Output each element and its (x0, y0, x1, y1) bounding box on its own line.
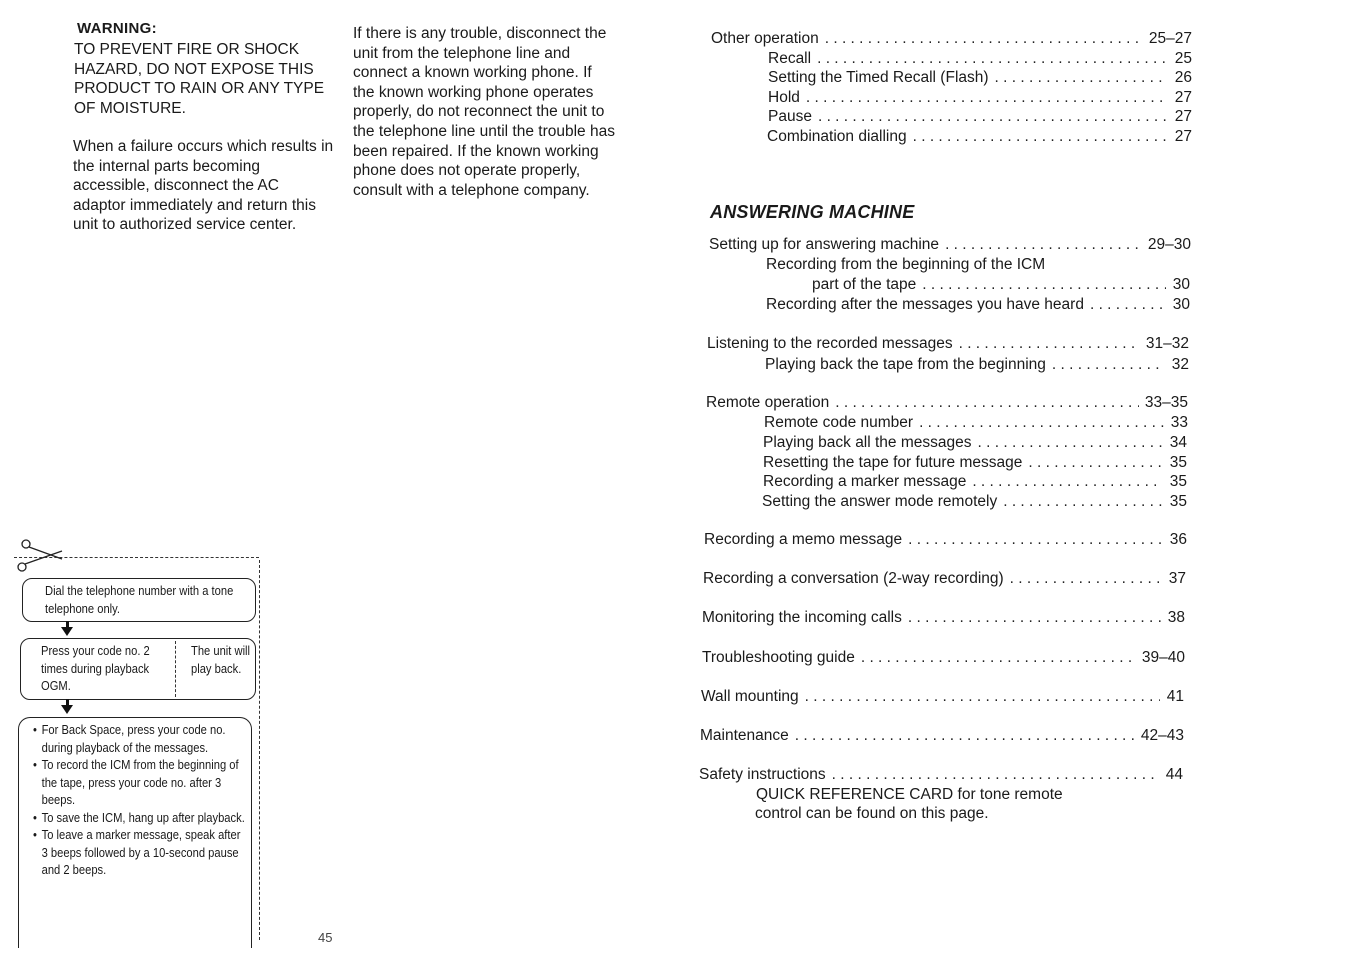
toc-wall-mounting (701, 688, 1184, 706)
quick-reference-note-line1: QUICK REFERENCE CARD for tone remote (756, 786, 1063, 803)
toc-label: Safety instructions (699, 766, 826, 783)
leader-dots (817, 50, 1168, 68)
toc-page: 25–27 (1148, 30, 1192, 47)
warning-text: TO PREVENT FIRE OR SHOCK HAZARD, DO NOT EXPOSE THIS PRODUCT TO RAIN OR ANY TYPE OF MOISTURE. (74, 41, 325, 117)
toc-label: part of the tape (812, 276, 917, 293)
note-item: • To leave a marker message, speak after 3 beeps followed by a 10-second pause and 2 beeps. (33, 826, 248, 879)
toc-page: 36 (1169, 531, 1187, 548)
toc-pause (768, 108, 1192, 126)
toc-recording-beginning (812, 276, 1190, 294)
toc-page: 27 (1174, 89, 1192, 106)
toc-label: Listening to the recorded messages (707, 335, 953, 352)
toc-label: Wall mounting (701, 688, 799, 705)
toc-label: Combination dialling (767, 128, 907, 145)
toc-label: Monitoring the incoming calls (702, 609, 902, 626)
toc-page: 38 (1167, 609, 1185, 626)
dial-instruction-box (22, 578, 256, 622)
toc-troubleshooting (702, 649, 1185, 667)
leader-dots (1010, 570, 1162, 588)
toc-other-operation (711, 30, 1192, 48)
toc-label: Setting the answer mode remotely (762, 493, 998, 510)
toc-conversation (703, 570, 1186, 588)
leader-dots (978, 434, 1163, 452)
toc-combination-dialling (767, 128, 1192, 146)
trouble-paragraph: If there is any trouble, disconnect the unit from the telephone line and connect a known working phone. If the known working phone operates properly, do not reconnect the unit to the telephone line until the trouble has been repaired. If the known working phone does not operate properly, consult with a telephone company. (353, 25, 615, 199)
leader-dots (861, 649, 1136, 667)
leader-dots (913, 128, 1168, 146)
toc-safety (699, 766, 1183, 784)
toc-playing-back (765, 356, 1189, 374)
cut-line-vertical (259, 560, 260, 940)
page-number: 45 (318, 930, 333, 945)
toc-page: 39–40 (1141, 649, 1185, 666)
leader-dots (835, 394, 1139, 412)
leader-dots (806, 89, 1168, 107)
toc-page: 41 (1166, 688, 1184, 705)
toc-label: Playing back the tape from the beginning (765, 356, 1046, 373)
press-code-box (20, 638, 256, 700)
toc-label: Remote code number (764, 414, 914, 431)
toc-recall (768, 50, 1192, 68)
toc-page: 25 (1174, 50, 1192, 67)
scissors-icon (14, 538, 66, 574)
toc-label: Setting up for answering machine (709, 236, 940, 253)
leader-dots (1052, 356, 1165, 374)
toc-page: 35 (1169, 493, 1187, 510)
toc-page: 34 (1169, 434, 1187, 451)
warning-heading: WARNING: (77, 20, 157, 37)
unit-plays-back: The unit will play back. (191, 643, 251, 676)
toc-page: 30 (1172, 276, 1190, 293)
toc-page: 31–32 (1145, 335, 1189, 352)
leader-dots (919, 414, 1164, 432)
toc-hold (768, 89, 1192, 107)
leader-dots (959, 335, 1140, 353)
toc-label: Resetting the tape for future message (763, 454, 1023, 471)
remote-notes-box (18, 717, 252, 948)
leader-dots (832, 766, 1159, 784)
toc-label: Remote operation (706, 394, 830, 411)
toc-label: Playing back all the messages (763, 434, 972, 451)
toc-page: 35 (1169, 473, 1187, 490)
down-arrow-icon (61, 627, 73, 636)
cut-line-horizontal (14, 557, 259, 558)
toc-label: Hold (768, 89, 800, 106)
leader-dots (1003, 493, 1163, 511)
note-item: • To record the ICM from the beginning of the tape, press your code no. after 3 beeps. (33, 756, 248, 809)
toc-recording-after (766, 296, 1190, 314)
toc-label: Setting the Timed Recall (Flash) (768, 69, 989, 86)
toc-playing-all (763, 434, 1187, 452)
toc-page: 29–30 (1147, 236, 1191, 253)
box-divider (175, 641, 176, 697)
leader-dots (945, 236, 1142, 254)
toc-label: Troubleshooting guide (702, 649, 855, 666)
section-title: ANSWERING MACHINE (710, 202, 915, 222)
leader-dots (908, 609, 1161, 627)
dial-instruction: Dial the telephone number with a tone telephone only. (45, 583, 234, 616)
toc-page: 30 (1172, 296, 1190, 313)
leader-dots (972, 473, 1163, 491)
toc-page: 32 (1171, 356, 1189, 373)
toc-monitoring (702, 609, 1185, 627)
toc-page: 44 (1165, 766, 1183, 783)
toc-label: Recording a conversation (2-way recording) (703, 570, 1004, 587)
down-arrow-icon (61, 705, 73, 714)
note-item: • For Back Space, press your code no. during playback of the messages. (33, 721, 248, 756)
leader-dots (908, 531, 1163, 549)
toc-recording-beginning-line1: Recording from the beginning of the ICM (766, 256, 1046, 273)
toc-label: Pause (768, 108, 812, 125)
toc-memo (704, 531, 1187, 549)
leader-dots (1090, 296, 1166, 314)
toc-label: Recording a memo message (704, 531, 903, 548)
toc-page: 35 (1169, 454, 1187, 471)
toc-listening (707, 335, 1189, 353)
toc-label: Recall (768, 50, 812, 67)
toc-label: Other operation (711, 30, 819, 47)
press-code-instruction: Press your code no. 2 times during playback OGM. (41, 643, 150, 693)
toc-maintenance (700, 727, 1184, 745)
leader-dots (805, 688, 1160, 706)
toc-page: 27 (1174, 108, 1192, 125)
remote-notes-list (33, 721, 248, 879)
toc-remote-operation (706, 394, 1188, 412)
leader-dots (1028, 454, 1163, 472)
leader-dots (795, 727, 1135, 745)
toc-timed-recall (768, 69, 1192, 87)
note-item: • To save the ICM, hang up after playback. (33, 809, 248, 827)
toc-resetting (763, 454, 1187, 472)
toc-label: Recording after the messages you have heard (766, 296, 1084, 313)
toc-remote-code (764, 414, 1188, 432)
toc-answer-mode (762, 493, 1187, 511)
toc-page: 33–35 (1144, 394, 1188, 411)
failure-paragraph: When a failure occurs which results in the internal parts becoming accessible, disconnect the AC adaptor immediately and return this unit to authorized service center. (73, 138, 334, 234)
leader-dots (818, 108, 1168, 126)
toc-label: Maintenance (700, 727, 789, 744)
toc-label: Recording a marker message (763, 473, 967, 490)
toc-page: 33 (1170, 414, 1188, 431)
toc-page: 26 (1174, 69, 1192, 86)
quick-reference-note-line2: control can be found on this page. (755, 805, 989, 822)
toc-page: 37 (1168, 570, 1186, 587)
leader-dots (922, 276, 1166, 294)
leader-dots (825, 30, 1143, 48)
leader-dots (995, 69, 1168, 87)
toc-marker (763, 473, 1187, 491)
toc-page: 42–43 (1140, 727, 1184, 744)
toc-page: 27 (1174, 128, 1192, 145)
toc-setting-up (709, 236, 1191, 254)
